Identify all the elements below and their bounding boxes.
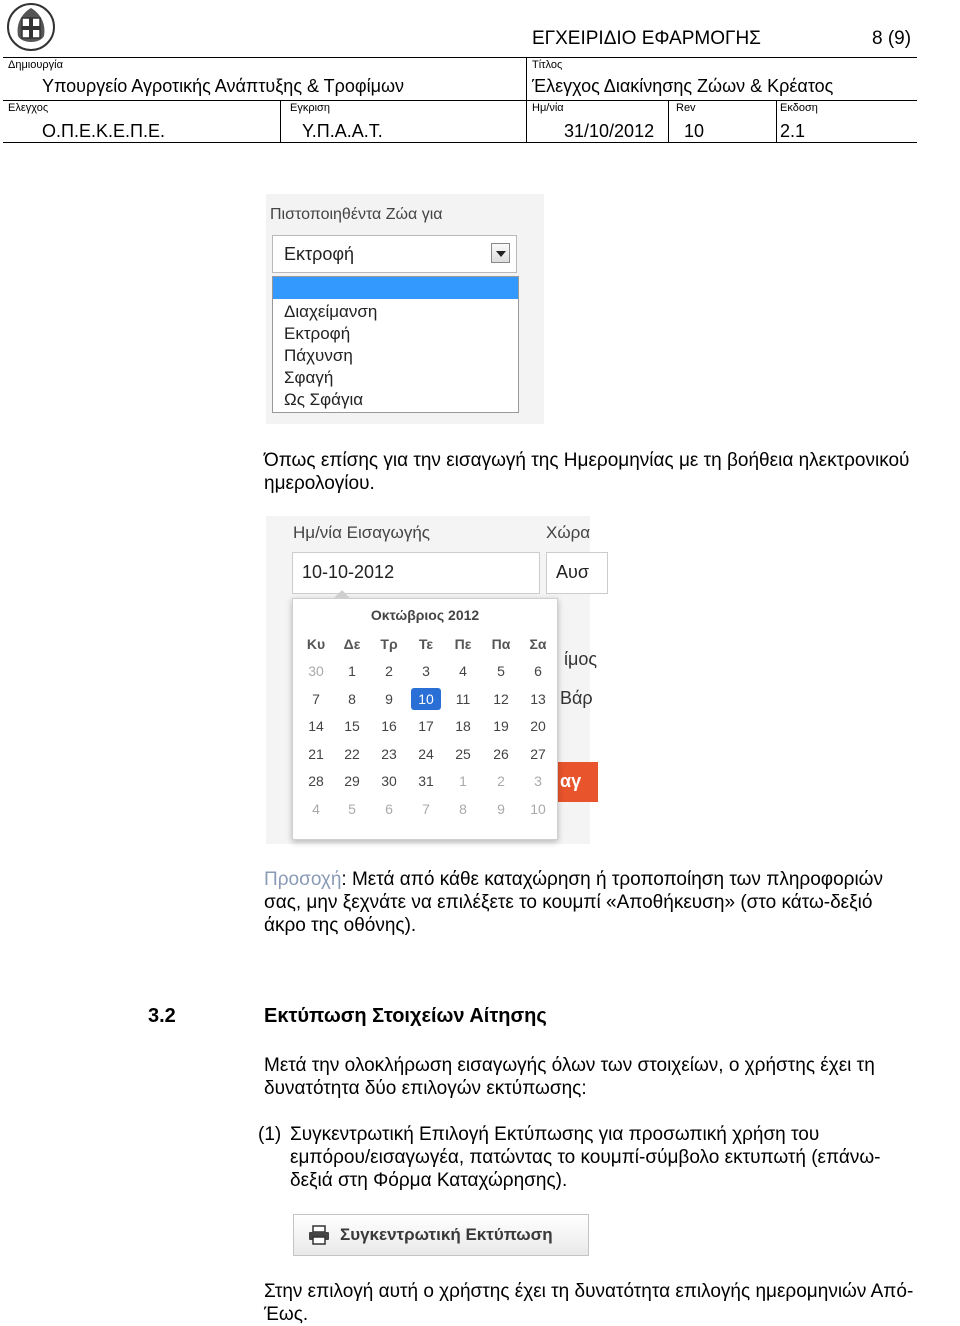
save-button-partial[interactable]	[558, 762, 598, 802]
calendar-day[interactable]: 9	[385, 690, 393, 707]
calendar-day[interactable]: 2	[497, 773, 505, 789]
calendar-day[interactable]: 30	[381, 773, 397, 789]
list-item-line: Συγκεντρωτική Επιλογή Εκτύπωσης για προσωπική χρήση του	[290, 1124, 820, 1145]
summary-print-button[interactable]	[293, 1214, 589, 1256]
country-field-label: Χώρα	[546, 523, 591, 542]
calendar-day[interactable]: 3	[422, 663, 430, 679]
note-line: σας, μην ξεχνάτε να επιλέξετε το κουμπί «Αποθήκευση» (στο κάτω-δεξιό	[264, 892, 873, 913]
calendar-day[interactable]: 8	[348, 690, 356, 707]
calendar-day[interactable]: 29	[344, 773, 360, 789]
calendar-day[interactable]: 16	[381, 718, 397, 734]
option-item[interactable]: Πάχυνση	[284, 346, 353, 365]
calendar-day[interactable]: 24	[418, 745, 434, 762]
popup-caret	[333, 590, 351, 599]
calendar-day[interactable]: 3	[534, 773, 542, 789]
label-edition: Εκδοση	[780, 102, 818, 114]
paragraph-line: Όπως επίσης για την εισαγωγή της Ημερομηνίας με τη βοήθεια ηλεκτρονικού	[264, 450, 910, 471]
label-creation: Δημιουργία	[8, 59, 63, 71]
weekday-header: Τρ	[380, 636, 398, 652]
weekday-header: Σα	[529, 636, 547, 652]
label-title: Τίτλος	[532, 59, 563, 71]
calendar-day[interactable]: 20	[530, 718, 546, 734]
calendar-day[interactable]: 1	[348, 663, 356, 679]
note-label: Προσοχή	[264, 869, 342, 890]
calendar-day[interactable]: 26	[493, 745, 509, 762]
header-divider	[776, 100, 777, 143]
header-divider	[526, 57, 527, 143]
calendar-day[interactable]: 6	[534, 663, 542, 679]
section-intro-line: Μετά την ολοκλήρωση εισαγωγής όλων των στοιχείων, ο χρήστης έχει τη	[264, 1055, 875, 1076]
list-item-line: δεξιά στη Φόρμα Καταχώρησης).	[290, 1170, 568, 1191]
option-item[interactable]: Διαχείμανση	[284, 302, 378, 321]
section-number: 3.2	[148, 1005, 176, 1027]
calendar-day[interactable]: 14	[308, 718, 324, 734]
weekday-header: Δε	[343, 636, 361, 652]
calendar-day[interactable]: 28	[308, 773, 324, 789]
label-approval: Εγκριση	[290, 102, 330, 114]
weekday-header: Κυ	[306, 636, 326, 652]
label-rev: Rev	[676, 102, 696, 114]
calendar-day[interactable]: 17	[418, 718, 434, 734]
calendar-day[interactable]: 23	[381, 745, 397, 762]
option-item[interactable]: Εκτροφή	[284, 324, 351, 343]
section-title: Εκτύπωση Στοιχείων Αίτησης	[264, 1005, 547, 1027]
list-item-line: εμπόρου/εισαγωγέα, πατώντας το κουμπί-σύμβολο εκτυπωτή (επάνω-	[290, 1147, 881, 1168]
datepicker-popup	[292, 598, 558, 840]
printer-icon	[308, 1225, 330, 1245]
highlighted-option[interactable]	[273, 277, 518, 299]
calendar-day[interactable]: 19	[493, 718, 509, 734]
calendar-day[interactable]: 11	[455, 690, 471, 707]
paragraph-line: Έως.	[264, 1304, 309, 1325]
option-item[interactable]: Σφαγή	[284, 368, 334, 387]
header-divider	[668, 100, 669, 143]
calendar-day[interactable]: 25	[455, 745, 471, 762]
calendar-day[interactable]: 7	[422, 800, 430, 817]
dropdown-heading: Πιστοποιηθέντα Ζώα για	[270, 206, 443, 223]
calendar-day[interactable]: 5	[497, 663, 505, 679]
greek-coat-of-arms-logo	[6, 2, 56, 52]
partial-field-text: ίμος	[564, 649, 598, 669]
calendar-day[interactable]: 10	[530, 800, 546, 817]
manual-title: ΕΓΧΕΙΡΙΔΙΟ ΕΦΑΡΜΟΓΗΣ	[532, 28, 761, 49]
header-divider	[3, 100, 917, 101]
value-creation: Υπουργείο Αγροτικής Ανάπτυξης & Τροφίμων	[42, 76, 405, 96]
paragraph-line: ημερολογίου.	[264, 473, 375, 494]
weekday-header: Πα	[491, 636, 511, 652]
header-divider	[3, 57, 917, 58]
note-text: : Μετά από κάθε καταχώρηση ή τροποποίηση των πληροφοριών	[341, 869, 884, 890]
section-intro-line: δυνατότητα δύο επιλογών εκτύπωσης:	[264, 1078, 587, 1099]
calendar-day[interactable]: 6	[385, 800, 393, 817]
calendar-day[interactable]: 31	[418, 773, 434, 789]
option-item[interactable]: Ως Σφάγια	[284, 390, 364, 409]
header-divider	[3, 142, 917, 143]
dropdown-arrow-icon[interactable]	[491, 243, 510, 263]
calendar-day[interactable]: 2	[385, 663, 393, 679]
date-input-value: 10-10-2012	[302, 562, 395, 582]
header-divider	[280, 100, 281, 143]
calendar-day[interactable]: 4	[312, 800, 320, 817]
calendar-day[interactable]: 10	[411, 688, 441, 710]
calendar-month-title: Οκτώβριος 2012	[370, 607, 480, 623]
calendar-day[interactable]: 21	[308, 745, 324, 762]
calendar-day[interactable]: 15	[344, 718, 360, 734]
weekday-header: Πε	[454, 636, 472, 652]
calendar-day[interactable]: 18	[455, 718, 471, 734]
calendar-day[interactable]: 4	[459, 663, 467, 679]
paragraph-line: Στην επιλογή αυτή ο χρήστης έχει τη δυνατότητα επιλογής ημερομηνιών Από-	[264, 1281, 914, 1302]
calendar-day[interactable]: 8	[459, 800, 467, 817]
document-header	[0, 0, 960, 145]
calendar-day[interactable]: 30	[308, 663, 324, 679]
label-date: Ημ/νία	[532, 102, 564, 114]
certified-for-select[interactable]	[272, 235, 517, 273]
value-date: 31/10/2012	[564, 121, 655, 141]
country-input[interactable]	[546, 552, 608, 594]
calendar-day[interactable]: 9	[497, 800, 505, 817]
country-input-value: Αυσ	[556, 562, 589, 582]
calendar-day[interactable]: 5	[348, 800, 356, 817]
save-button-partial-label: αγ	[560, 771, 582, 791]
select-value: Εκτροφή	[284, 244, 355, 264]
list-item-number: (1)	[258, 1124, 282, 1145]
calendar-day[interactable]: 1	[459, 773, 467, 789]
calendar-screenshot	[266, 516, 598, 844]
note-line: άκρο της οθόνης).	[264, 915, 417, 936]
note-line	[264, 868, 883, 891]
value-title: Έλεγχος Διακίνησης Ζώων & Κρέατος	[532, 76, 834, 96]
page-number: 8 (9)	[872, 28, 912, 49]
dropdown-options-list	[272, 276, 519, 413]
date-field-label: Ημ/νία Εισαγωγής	[293, 523, 430, 542]
calendar-day[interactable]: 12	[493, 690, 509, 707]
partial-field-text: Βάρ	[560, 688, 593, 708]
dropdown-screenshot	[266, 194, 544, 424]
calendar-day[interactable]: 7	[312, 690, 320, 707]
date-input[interactable]	[292, 552, 540, 594]
print-button-label: Συγκεντρωτική Εκτύπωση	[340, 1225, 553, 1244]
value-control: Ο.Π.Ε.Κ.Ε.Π.Ε.	[42, 121, 166, 141]
calendar-day[interactable]: 22	[344, 745, 360, 762]
calendar-day[interactable]: 13	[530, 690, 546, 707]
label-control: Ελεγχος	[8, 102, 49, 114]
calendar-day[interactable]: 27	[530, 745, 546, 762]
value-approval: Υ.Π.Α.Α.Τ.	[302, 121, 383, 141]
weekday-header: Τε	[418, 636, 434, 652]
value-edition: 2.1	[780, 121, 806, 141]
value-rev: 10	[684, 121, 705, 141]
